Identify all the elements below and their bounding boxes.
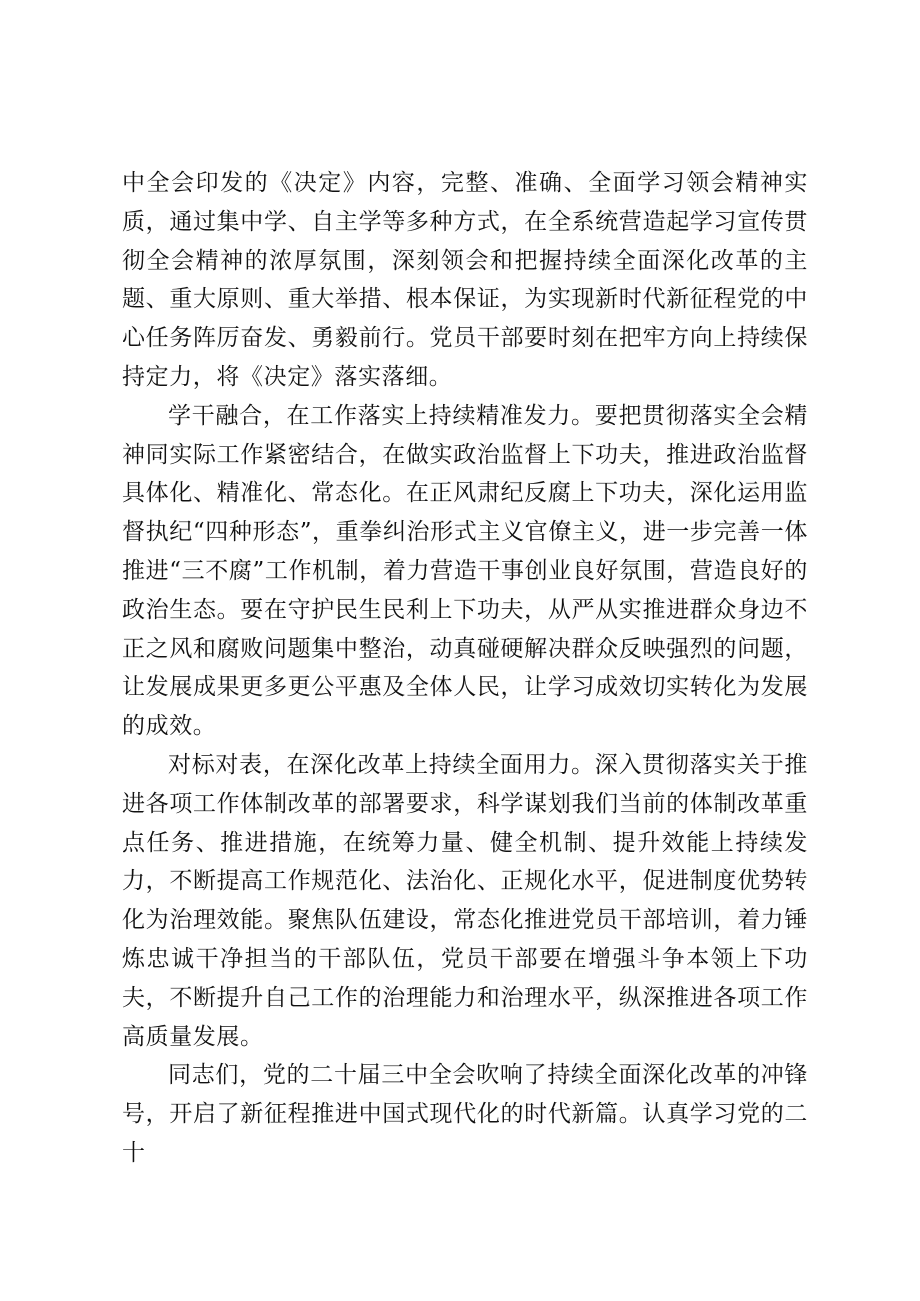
paragraph-comrades: 同志们，党的二十届三中全会吹响了持续全面深化改革的冲锋号，开启了新征程推进中国式现代化的时代新篇。认真学习党的二十 bbox=[122, 1062, 808, 1166]
paragraph-continuation: 中全会印发的《决定》内容，完整、准确、全面学习领会精神实质，通过集中学、自主学等多种方式，在全系统营造起学习宣传贯彻全会精神的浓厚氛围，深刻领会和把握持续全面深化改革的主题、重大原则、重大举措、根本保证，为实现新时代新征程党的中心任务阵厉奋发、勇毅前行。党员干部要时刻在把牢方向上持续保持定力，将《决定》落实落细。 bbox=[122, 170, 808, 390]
document-body bbox=[122, 164, 808, 1173]
paragraph-deepen-reform: 对标对表，在深化改革上持续全面用力。深入贯彻落实关于推进各项工作体制改革的部署要求，科学谋划我们当前的体制改革重点任务、推进措施，在统筹力量、健全机制、提升效能上持续发力，不断提高工作规范化、法治化、正规化水平，促进制度优势转化为治理效能。聚焦队伍建设，常态化推进党员干部培训，着力锤炼忠诚干净担当的干部队伍，党员干部要在增强斗争本领上下功夫，不断提升自己工作的治理能力和治理水平，纵深推进各项工作高质量发展。 bbox=[122, 751, 808, 1050]
paragraph-work-implementation: 学干融合，在工作落实上持续精准发力。要把贯彻落实全会精神同实际工作紧密结合，在做实政治监督上下功夫，推进政治监督具体化、精准化、常态化。在正风肃纪反腐上下功夫，深化运用监督执纪“四种形态”，重拳纠治形式主义官僚主义，进一步完善一体推进“三不腐”工作机制，着力营造干事创业良好氛围，营造良好的政治生态。要在守护民生民利上下功夫，从严从实推进群众身边不正之风和腐败问题集中整治，动真碰硬解决群众反映强烈的问题，让发展成果更多更公平惠及全体人民，让学习成效切实转化为发展的成效。 bbox=[122, 402, 808, 740]
